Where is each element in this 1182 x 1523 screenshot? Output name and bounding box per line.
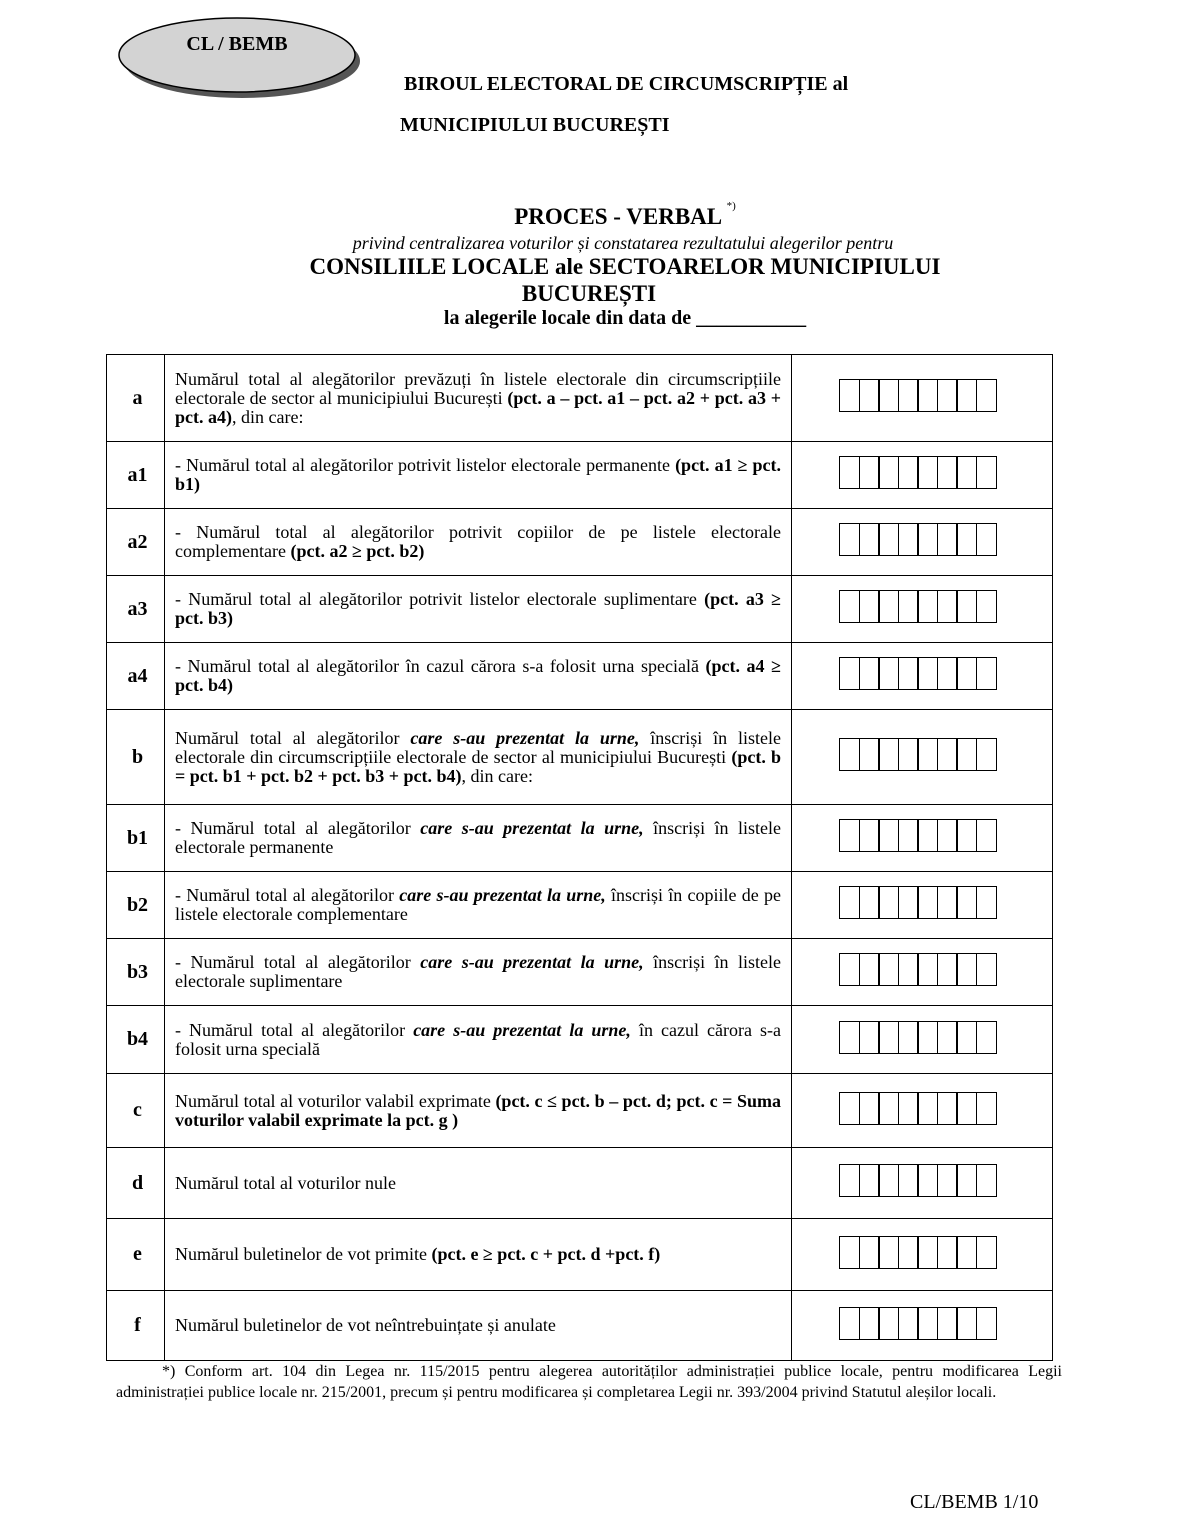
digit-boxes (839, 953, 997, 986)
digit-box[interactable] (956, 819, 977, 852)
document-subtitle: privind centralizarea voturilor și constatarea rezultatului alegerilor pentru (352, 233, 894, 253)
digit-box[interactable] (859, 953, 880, 986)
row-text-pre: Numărul total al alegătorilor (175, 727, 400, 748)
document-title: PROCES - VERBAL *) (514, 200, 736, 229)
row-code: a4 (107, 643, 165, 710)
digit-box[interactable] (878, 523, 899, 556)
digit-box[interactable] (898, 953, 919, 986)
row-text: înscriși în listele electorale permanente (175, 818, 782, 857)
row-code: f (107, 1291, 165, 1361)
table-row (107, 442, 1053, 509)
row-text-emphasis: care s-au prezentat la urne, (420, 952, 644, 972)
digit-box[interactable] (937, 523, 958, 556)
digit-box[interactable] (917, 657, 938, 690)
page-code: CL/BEMB 1/10 (910, 1491, 1039, 1513)
row-text: Numărul total al voturilor valabil exprimate (175, 1090, 491, 1111)
digit-box[interactable] (937, 657, 958, 690)
table-row (107, 805, 1053, 872)
digit-box[interactable] (956, 1236, 977, 1269)
digit-box[interactable] (878, 819, 899, 852)
digit-box[interactable] (917, 1164, 938, 1197)
digit-box[interactable] (878, 657, 899, 690)
title-date-line: la alegerile locale din data de ___________ (443, 307, 807, 329)
digit-entry-cell (792, 1074, 1053, 1148)
digit-box[interactable] (917, 456, 938, 489)
digit-box[interactable] (976, 1307, 997, 1340)
digit-box[interactable] (937, 1021, 958, 1054)
row-code: a (107, 355, 165, 442)
digit-box[interactable] (937, 590, 958, 623)
row-text: Numărul total al voturilor nule (175, 1172, 396, 1193)
digit-box[interactable] (839, 590, 860, 623)
row-description (165, 1291, 792, 1361)
row-code: b2 (107, 872, 165, 939)
row-formula: (pct. b = pct. b1 + pct. b2 + pct. b3 + pct. b4) (175, 746, 781, 786)
digit-box[interactable] (956, 1092, 977, 1125)
row-description (165, 939, 792, 1006)
row-text: înscriși în listele electorale suplimentare (175, 952, 782, 991)
digit-box[interactable] (859, 819, 880, 852)
digit-box[interactable] (839, 886, 860, 919)
header-institution-line2: MUNICIPIULUI BUCUREȘTI (400, 114, 670, 136)
footnote-mark: *) (726, 200, 736, 212)
digit-box[interactable] (839, 1021, 860, 1054)
row-formula: (pct. c ≤ pct. b – pct. d; pct. c = Suma voturilor valabil exprimate la pct. g ) (175, 1090, 782, 1130)
digit-box[interactable] (956, 1164, 977, 1197)
digit-box[interactable] (878, 590, 899, 623)
row-description (165, 805, 792, 872)
digit-box[interactable] (898, 1307, 919, 1340)
row-text-emphasis: care s-au prezentat la urne, (413, 1019, 631, 1040)
digit-box[interactable] (898, 379, 919, 412)
form-code-badge (118, 15, 358, 95)
digit-box[interactable] (839, 1307, 860, 1340)
row-text-emphasis: care s-au prezentat la urne, (399, 885, 606, 905)
table-row (107, 576, 1053, 643)
digit-box[interactable] (956, 738, 977, 771)
row-code: a2 (107, 509, 165, 576)
digit-box[interactable] (937, 456, 958, 489)
digit-box[interactable] (976, 657, 997, 690)
row-text: înscriși în copiile de pe listele electorale complementare (175, 885, 782, 924)
header-institution-line1: BIROUL ELECTORAL DE CIRCUMSCRIPȚIE al (404, 73, 849, 95)
digit-box[interactable] (898, 886, 919, 919)
results-table (106, 354, 1053, 1361)
row-code: a3 (107, 576, 165, 643)
row-text: - Numărul total al alegătorilor în cazul cărora s-a folosit urna specială (175, 656, 699, 676)
row-formula: (pct. a3 ≥ pct. b3) (175, 589, 782, 628)
digit-box[interactable] (917, 379, 938, 412)
row-code: d (107, 1148, 165, 1219)
digit-box[interactable] (839, 953, 860, 986)
row-description (165, 1219, 792, 1291)
row-description (165, 1148, 792, 1219)
digit-boxes (839, 657, 997, 690)
digit-boxes (839, 456, 997, 489)
digit-box[interactable] (878, 886, 899, 919)
digit-boxes (839, 1021, 997, 1054)
digit-box[interactable] (859, 1164, 880, 1197)
digit-box[interactable] (917, 590, 938, 623)
digit-box[interactable] (956, 1021, 977, 1054)
digit-box[interactable] (898, 1236, 919, 1269)
row-code: a1 (107, 442, 165, 509)
table-row (107, 355, 1053, 442)
digit-box[interactable] (956, 1307, 977, 1340)
row-description (165, 1006, 792, 1074)
digit-box[interactable] (898, 590, 919, 623)
digit-box[interactable] (917, 953, 938, 986)
digit-box[interactable] (917, 1236, 938, 1269)
digit-entry-cell (792, 1219, 1053, 1291)
digit-box[interactable] (937, 1307, 958, 1340)
table-row (107, 1074, 1053, 1148)
digit-box[interactable] (859, 590, 880, 623)
digit-box[interactable] (976, 886, 997, 919)
digit-box[interactable] (937, 738, 958, 771)
row-description (165, 643, 792, 710)
digit-entry-cell (792, 710, 1053, 805)
digit-box[interactable] (937, 379, 958, 412)
digit-box[interactable] (839, 657, 860, 690)
digit-box[interactable] (956, 953, 977, 986)
digit-box[interactable] (976, 1164, 997, 1197)
row-formula: (pct. a2 ≥ pct. b2) (290, 541, 425, 561)
digit-entry-cell (792, 576, 1053, 643)
digit-box[interactable] (878, 1164, 899, 1197)
digit-boxes (839, 590, 997, 623)
digit-box[interactable] (839, 1164, 860, 1197)
digit-box[interactable] (976, 953, 997, 986)
digit-entry-cell (792, 1006, 1053, 1074)
digit-box[interactable] (859, 657, 880, 690)
digit-box[interactable] (937, 819, 958, 852)
digit-box[interactable] (917, 819, 938, 852)
digit-entry-cell (792, 939, 1053, 1006)
row-description (165, 355, 792, 442)
table-row (107, 1219, 1053, 1291)
digit-box[interactable] (898, 1092, 919, 1125)
digit-box[interactable] (898, 819, 919, 852)
row-description (165, 1074, 792, 1148)
digit-box[interactable] (839, 1236, 860, 1269)
row-text: Numărul buletinelor de vot primite (175, 1244, 427, 1264)
row-code: e (107, 1219, 165, 1291)
row-text: Numărul total al alegătorilor prevăzuți în listele electorale din circumscripțiile electorale de sector al municipiului București (175, 368, 781, 408)
digit-boxes (839, 1236, 997, 1269)
digit-box[interactable] (917, 1092, 938, 1125)
digit-box[interactable] (976, 590, 997, 623)
digit-box[interactable] (898, 1021, 919, 1054)
title-city-line: BUCUREȘTI (521, 281, 657, 306)
digit-box[interactable] (976, 819, 997, 852)
digit-box[interactable] (839, 523, 860, 556)
digit-boxes (839, 1164, 997, 1197)
digit-entry-cell (792, 643, 1053, 710)
digit-box[interactable] (917, 738, 938, 771)
digit-box[interactable] (917, 1307, 938, 1340)
digit-box[interactable] (859, 1236, 880, 1269)
digit-box[interactable] (976, 1092, 997, 1125)
badge-label: CL / BEMB (186, 33, 288, 55)
table-row (107, 1291, 1053, 1361)
digit-box[interactable] (917, 886, 938, 919)
row-code: b3 (107, 939, 165, 1006)
digit-box[interactable] (859, 738, 880, 771)
row-text: în cazul cărora s-a folosit urna specială (175, 1019, 782, 1059)
digit-box[interactable] (898, 657, 919, 690)
digit-box[interactable] (898, 523, 919, 556)
row-text-emphasis: care s-au prezentat la urne, (410, 727, 640, 748)
row-text: înscriși în listele electorale din circumscripțiile electorale de sector al municipiului București (175, 727, 782, 767)
digit-box[interactable] (859, 886, 880, 919)
digit-box[interactable] (878, 1236, 899, 1269)
digit-box[interactable] (917, 523, 938, 556)
digit-box[interactable] (898, 456, 919, 489)
digit-entry-cell (792, 805, 1053, 872)
digit-box[interactable] (976, 523, 997, 556)
row-text: - Numărul total al alegătorilor potrivit copiilor de pe listele electorale complementare (175, 522, 781, 561)
row-formula: (pct. a – pct. a1 – pct. a2 + pct. a3 + pct. a4) (175, 387, 782, 427)
row-text: - Numărul total al alegătorilor potrivit listelor electorale permanente (175, 455, 671, 475)
digit-boxes (839, 1307, 997, 1340)
digit-entry-cell (792, 1291, 1053, 1361)
digit-box[interactable] (956, 456, 977, 489)
digit-entry-cell (792, 442, 1053, 509)
row-code: c (107, 1074, 165, 1148)
digit-box[interactable] (898, 738, 919, 771)
row-text-pre: - Numărul total al alegătorilor (175, 885, 394, 905)
digit-box[interactable] (878, 379, 899, 412)
digit-entry-cell (792, 1148, 1053, 1219)
digit-box[interactable] (956, 379, 977, 412)
digit-boxes (839, 1092, 997, 1125)
table-row (107, 939, 1053, 1006)
digit-box[interactable] (956, 523, 977, 556)
row-description (165, 576, 792, 643)
digit-box[interactable] (976, 738, 997, 771)
digit-box[interactable] (839, 1092, 860, 1125)
digit-box[interactable] (956, 590, 977, 623)
digit-box[interactable] (878, 1092, 899, 1125)
digit-boxes (839, 523, 997, 556)
row-formula: (pct. a1 ≥ pct. b1) (175, 455, 782, 494)
digit-box[interactable] (859, 379, 880, 412)
digit-box[interactable] (839, 456, 860, 489)
row-description (165, 509, 792, 576)
digit-boxes (839, 886, 997, 919)
table-row (107, 643, 1053, 710)
digit-boxes (839, 738, 997, 771)
table-row (107, 1006, 1053, 1074)
digit-box[interactable] (878, 953, 899, 986)
title-councils-line: CONSILIILE LOCALE ale SECTOARELOR MUNICIPIULUI (309, 254, 941, 279)
table-row (107, 509, 1053, 576)
digit-entry-cell (792, 872, 1053, 939)
digit-boxes (839, 819, 997, 852)
badge-ellipse (118, 15, 366, 103)
digit-box[interactable] (878, 1021, 899, 1054)
row-code: b4 (107, 1006, 165, 1074)
digit-box[interactable] (976, 1236, 997, 1269)
footnote: *) Conform art. 104 din Legea nr. 115/2015 pentru alegerea autorităților administrației publice locale, pentru modificarea Legii administrației publice locale nr. 215/2001, precum și pentru modificarea și completarea Legii nr. 393/2004 privind Statutul aleșilor locali. (116, 1363, 1062, 1401)
digit-box[interactable] (898, 1164, 919, 1197)
digit-box[interactable] (937, 886, 958, 919)
row-text-pre: - Numărul total al alegătorilor (175, 1019, 406, 1040)
digit-box[interactable] (917, 1021, 938, 1054)
row-description (165, 710, 792, 805)
digit-box[interactable] (878, 456, 899, 489)
digit-entry-cell (792, 355, 1053, 442)
digit-box[interactable] (839, 738, 860, 771)
row-text-pre: - Numărul total al alegătorilor (175, 818, 411, 838)
digit-box[interactable] (859, 1092, 880, 1125)
digit-box[interactable] (976, 456, 997, 489)
digit-box[interactable] (937, 1164, 958, 1197)
digit-entry-cell (792, 509, 1053, 576)
row-description (165, 442, 792, 509)
digit-box[interactable] (937, 1092, 958, 1125)
digit-box[interactable] (937, 953, 958, 986)
digit-box[interactable] (839, 379, 860, 412)
digit-box[interactable] (878, 1307, 899, 1340)
row-formula: (pct. a4 ≥ pct. b4) (175, 656, 781, 695)
digit-box[interactable] (956, 886, 977, 919)
table-row (107, 872, 1053, 939)
digit-boxes (839, 379, 997, 412)
row-code: b (107, 710, 165, 805)
digit-box[interactable] (976, 379, 997, 412)
digit-box[interactable] (859, 523, 880, 556)
table-row (107, 710, 1053, 805)
digit-box[interactable] (859, 456, 880, 489)
digit-box[interactable] (839, 819, 860, 852)
digit-box[interactable] (956, 657, 977, 690)
row-text: - Numărul total al alegătorilor potrivit listelor electorale suplimentare (175, 589, 697, 609)
row-text-tail: , din care: (232, 406, 304, 427)
row-description (165, 872, 792, 939)
digit-box[interactable] (878, 738, 899, 771)
row-formula: (pct. e ≥ pct. c + pct. d +pct. f) (431, 1244, 661, 1264)
digit-box[interactable] (859, 1307, 880, 1340)
table-row (107, 1148, 1053, 1219)
digit-box[interactable] (976, 1021, 997, 1054)
digit-box[interactable] (937, 1236, 958, 1269)
row-text: Numărul buletinelor de vot neîntrebuințate și anulate (175, 1315, 556, 1335)
row-text-tail: , din care: (461, 765, 534, 786)
row-text-emphasis: care s-au prezentat la urne, (420, 818, 644, 838)
row-code: b1 (107, 805, 165, 872)
digit-box[interactable] (859, 1021, 880, 1054)
row-text-pre: - Numărul total al alegătorilor (175, 952, 411, 972)
